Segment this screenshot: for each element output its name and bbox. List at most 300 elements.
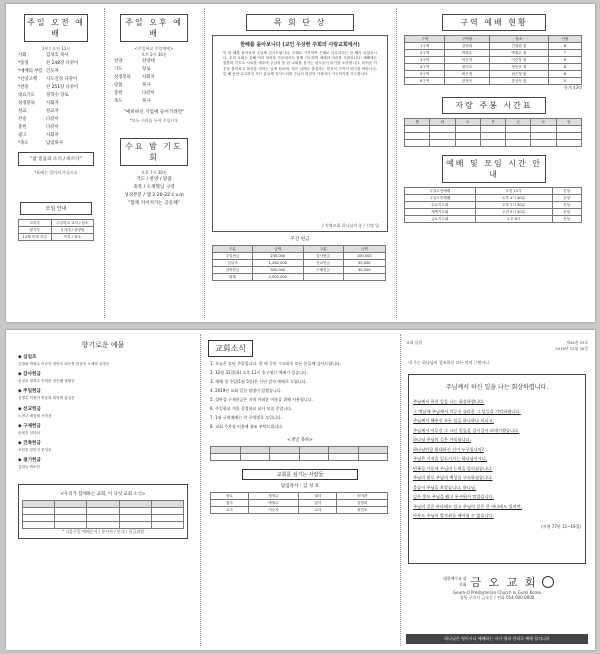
group-cell: 7 (549, 50, 582, 57)
afternoon-worship-order (106, 58, 202, 106)
morning-order-item (18, 52, 94, 60)
staff-cell: 권사 (299, 493, 337, 500)
timetable-cell (506, 133, 531, 140)
schedule-cell: 오후 2시 30분 (475, 195, 552, 202)
church-news-item: 3. 새해 첫 주일(1월 5일)은 신년 감사 예배로 드립니다. (210, 379, 307, 384)
afternoon-order-item (114, 90, 194, 98)
staff-title: 교회를 섬기는 사람들 (242, 469, 358, 480)
morning-order-item-cell: 봉헌 (18, 125, 27, 130)
schedule-row (405, 195, 582, 202)
group-cell: 이순자 집 (489, 57, 548, 64)
timetable-day: 화 (430, 119, 455, 126)
church-address: 경북 구미시 금오동 / 전화 054-000-0000 (459, 595, 535, 600)
morning-order-item-cell: 성경봉독 (18, 101, 35, 106)
morning-worship-meta: 1부 / 오전 11시 (41, 46, 71, 51)
timetable-cell (405, 126, 430, 133)
offering-table (212, 245, 386, 281)
offering-row (213, 267, 386, 274)
group-cell: 한상욱 (445, 78, 489, 85)
offering-section-names: 윤세진 임하나 (18, 430, 40, 435)
group-cell: 최은정 (445, 71, 489, 78)
offering-cell: 30,000 (343, 267, 385, 274)
staff-cell: 장로 (211, 493, 249, 500)
meeting-title: 모임 안내 (20, 202, 92, 215)
morning-order-item-cell: 찬송 (18, 117, 27, 122)
timetable-cell (531, 126, 556, 133)
morning-order-item (18, 108, 94, 116)
cover-date: 2018년 12월 30일 (555, 346, 588, 351)
timetable-cell (430, 140, 455, 147)
morning-order-item-cell: 찬 248장 다같이 (46, 61, 79, 66)
group-row (405, 50, 582, 57)
schedule-row (405, 202, 582, 209)
offering-names-pane (10, 334, 196, 646)
morning-order-item-cell: 김성호 목사 (46, 53, 69, 58)
afternoon-order-item (114, 98, 194, 106)
church-english-name: Geum-O Presbyterian Church in Gumi Korea (453, 590, 541, 595)
group-row (405, 71, 582, 78)
timetable-day: 토 (531, 119, 556, 126)
staff-cell: 교사 (211, 507, 249, 514)
morning-order-item (18, 60, 94, 68)
group-row (405, 78, 582, 85)
group-header-cell: 구역장 (445, 36, 489, 43)
groups-table (404, 35, 582, 85)
church-news-list (202, 359, 398, 431)
cover-scripture-line: 주님의 길은 바다에도 있고 주님의 길은 큰 바다에도 있지만, (413, 503, 523, 509)
morning-order-item-cell: *찬송 (18, 85, 29, 90)
timetable-cell (455, 140, 480, 147)
offering-section-names: 노현주 배상철 서미경 (18, 413, 52, 418)
timetable-cell (405, 140, 430, 147)
group-cell: 이순자 (445, 57, 489, 64)
column-divider (200, 334, 201, 646)
schedule-cell: 주일오후예배 (405, 195, 476, 202)
meeting-cell: 성가대 / 찬양팀 (51, 227, 93, 234)
offering-section-title: ◆ 구제헌금 (18, 423, 41, 429)
morning-worship-title: 주일 오전 예배 (24, 14, 88, 42)
cover-scripture-ref: (시편 77편 11~19절) (541, 523, 581, 529)
timetable-row (405, 140, 582, 147)
schedule-row (405, 216, 582, 223)
timetable-days-row (405, 119, 582, 126)
service-timetable-title: 자랑 주봉 시간표 (442, 97, 546, 114)
birthday-title: <생일 축하> (287, 438, 313, 443)
cover-scripture-box (408, 374, 586, 564)
group-cell: 3구역 (405, 57, 445, 64)
offering-cell: 주일헌금 (213, 253, 253, 260)
afternoon-worship-meta: 오후 2시 30분 (141, 52, 167, 57)
meeting-row (19, 227, 94, 234)
cover-scripture-line: 주님은 기적을 일으키시는 하나님이시니, (413, 456, 488, 461)
timetable-cell (506, 140, 531, 147)
schedule-cell: 금요기도회 (405, 216, 476, 223)
pastor-column-sign: / 지역교회 하나님의 종 / 신명 일 (322, 223, 379, 228)
pastor-column-pane (206, 8, 394, 318)
offering-cell: 50,000 (343, 260, 385, 267)
morning-order-item (18, 68, 94, 76)
group-cell: 1구역 (405, 43, 445, 50)
morning-worship-note: *표에는 일어서 주십시오 (34, 170, 78, 175)
schedule-cell: 새벽기도회 (405, 209, 476, 216)
timetable-row (405, 133, 582, 140)
offering-section-names: 조현우 강민지 문성호 (18, 448, 52, 453)
schedule-cell: 오전 11시 (475, 188, 552, 195)
afternoon-order-item-cell: 장로 (142, 67, 151, 72)
cover-scripture-line: 민족들 가운데 주님의 능력을 알리셨습니다. (413, 465, 493, 471)
church-news-title: 교회소식 (208, 340, 253, 357)
group-cell: 김영희 집 (489, 43, 548, 50)
church-denomination: 대한예수교 장로회 (443, 576, 467, 587)
wednesday-line: "함께 지어져가는 공동체" (128, 201, 180, 206)
offering-cell: 선교헌금 (303, 260, 343, 267)
timetable-cell (531, 140, 556, 147)
morning-order-item (18, 116, 94, 124)
offering-section-names: 김하늘 박소망 (18, 465, 40, 470)
schedule-cell: 본당 (552, 202, 581, 209)
group-cell: 5구역 (405, 71, 445, 78)
schedule-cell: 본당 (552, 195, 581, 202)
morning-order-item-cell: 광고 (18, 133, 27, 138)
offering-cell: 십일조 (213, 260, 253, 267)
offering-row (213, 260, 386, 267)
offering-section-title: ◆ 절기헌금 (18, 458, 41, 464)
sister-church-box (18, 484, 188, 539)
morning-order-item-cell: *예배의 부름 (18, 69, 43, 74)
cover-top-verse: 내 주는 하나님이 창조하신 모든 것의 근원이니 (408, 360, 490, 365)
church-news-item: 2. 12월 31일(화) 오후 11시 송구영신 예배가 있습니다. (210, 370, 309, 375)
meeting-cell: 12월 목자 모임 (19, 234, 52, 241)
cover-scripture-line: 하나님 주님의 길은 거룩합니다. (413, 437, 471, 442)
church-news-item: 4. 2019년 교회 일꾼 임명이 있겠습니다. (210, 388, 282, 393)
cover-scripture-line: 그 옛날에 주님께서 이루신 놀라운 그 일들을 기억하렵니다. (413, 408, 521, 414)
timetable-cell (455, 126, 480, 133)
church-seal-icon (542, 576, 554, 588)
timetable-cell (455, 133, 480, 140)
staff-row (211, 500, 388, 507)
afternoon-note: *모두 거리를 두어 주십시오 (129, 118, 179, 123)
morning-order-item-cell: 사도신경 다같이 (46, 77, 78, 82)
column-divider (400, 334, 401, 646)
offering-cell: 건축헌금 (213, 267, 253, 274)
birthday-table (210, 446, 388, 461)
cover-footer-banner: 하나님은 영이시니 예배하는 자가 영과 진리로 예배 할지니라 (406, 634, 588, 644)
timetable-cell (480, 126, 505, 133)
staff-cell: 박철수 (248, 500, 299, 507)
pastor-column-headline: 한해를 돌아보니다 (교인 우상현 주회의 사랑교회에서) (240, 42, 360, 48)
church-name-block (402, 574, 592, 590)
group-header-cell: 구역 (405, 36, 445, 43)
offering-cell: 2,005,000 (253, 274, 304, 281)
schedule-cell: 본당 (552, 188, 581, 195)
group-cell: 4구역 (405, 64, 445, 71)
morning-order-item (18, 84, 94, 92)
cover-scripture-line: 하나님만큼 위대하신 신이 누구입니까? (413, 446, 484, 452)
meeting-row (19, 220, 94, 227)
morning-order-item-cell: 다같이 (46, 117, 59, 122)
timetable-day: 일 (556, 119, 581, 126)
column-divider (204, 8, 205, 318)
morning-order-item-cell: 인도자 (46, 69, 59, 74)
group-cell: 2구역 (405, 50, 445, 57)
cover-volume: 제44권 53호 (566, 340, 588, 345)
morning-order-item-cell: 사회자 (46, 101, 59, 106)
group-row (405, 64, 582, 71)
schedule-cell: 주일오전예배 (405, 188, 476, 195)
morning-order-item-cell: 설교 (18, 109, 27, 114)
staff-row (211, 493, 388, 500)
schedule-cell: 본당 (552, 209, 581, 216)
afternoon-worship-sub: <주일학교 주일예배> (134, 46, 174, 51)
church-news-item: 6. 주일학교 겨울 성경학교 교사 모집 중입니다. (210, 406, 293, 411)
afternoon-order-item-cell: 성경봉독 (114, 75, 131, 80)
offering-header-cell: 금액 (253, 246, 304, 253)
afternoon-order-item-cell: 목사 (142, 83, 151, 88)
morning-order-item-cell: 사회 (18, 53, 27, 58)
morning-order-item-cell: 정혁수 장로 (46, 93, 69, 98)
offering-title: 주간 헌금 (290, 237, 310, 242)
offering-header-cell: 금액 (343, 246, 385, 253)
afternoon-order-item-cell: 다같이 (142, 91, 155, 96)
wednesday-line: 기도 / 찬양 / 말씀 (136, 177, 172, 182)
church-news-item: 1. 오늘은 송년 주일입니다. 한 해 동안 수고하신 모든 분들께 감사드립니다. (210, 361, 342, 366)
group-cell: 5 (549, 78, 582, 85)
cover-scripture-line: 주님의 팔로 주님의 백성을 구속하셨습니다. (413, 475, 493, 480)
wednesday-meta: 오후 7시 30분 (141, 170, 167, 175)
timetable-day: 금 (506, 119, 531, 126)
morning-order-item (18, 76, 94, 84)
afternoon-order-item-cell: 찬양 (114, 59, 123, 64)
wednesday-prayer-title: 수요 밤 기도회 (120, 138, 188, 166)
group-cell: 6구역 (405, 78, 445, 85)
afternoon-order-item (114, 58, 194, 66)
staff-cell: 집사 (211, 500, 249, 507)
afternoon-verse: "예비하신 기업에 들어가려면" (123, 110, 185, 115)
morning-order-item-cell: 대표기도 (18, 93, 35, 98)
offering-name-sections (10, 354, 196, 470)
offering-cell: 300,000 (253, 267, 304, 274)
group-cell: 9 (549, 57, 582, 64)
meeting-table (18, 219, 94, 241)
group-cell: 6 (549, 64, 582, 71)
sister-church-title: <우리가 함께하는 교회, 이 다섯 교회 소식> (60, 492, 146, 498)
offering-section-names: 김성호 정혁수 송미란 장은혜 권태준 (18, 379, 75, 384)
cover-scripture-line: 주님께서 해주신 모든 일을 하나하나 되뇌고, (413, 418, 494, 423)
morning-order-item (18, 132, 94, 140)
afternoon-order-item-cell: 봉헌 (114, 91, 123, 96)
staff-cell: 이순자 (248, 507, 299, 514)
offering-cell (343, 274, 385, 281)
meeting-cell: 주일학교 교사 / 장소 (51, 220, 93, 227)
schedule-cell: 오전 5시 30분 (475, 209, 552, 216)
schedule-row (405, 188, 582, 195)
timetable-day: 수 (455, 119, 480, 126)
cover-scripture-line: 주님께서 하신 일을 나는 회상하렵니다. (413, 399, 485, 404)
meeting-cell: 봉사부 (19, 227, 52, 234)
offering-cell: 245,000 (253, 253, 304, 260)
schedule-title: 예배 및 모임 시간 안내 (442, 155, 546, 183)
group-cell: 한상욱 집 (489, 78, 548, 85)
offering-section-title: ◆ 건축헌금 (18, 441, 41, 447)
staff-cell: 김영희 (337, 500, 388, 507)
afternoon-order-item-cell: 목사 (142, 99, 151, 104)
timetable-cell (430, 126, 455, 133)
offering-section-names: 김영희 박철수 이순자 정민호 최은정 한상욱 오재혁 유명숙 (18, 362, 110, 366)
staff-cell: 송미란 (337, 493, 388, 500)
offering-cell: 구제헌금 (303, 267, 343, 274)
offering-header (213, 246, 386, 253)
group-row (405, 43, 582, 50)
church-name: 금 오 교 회 (470, 576, 538, 589)
group-header (405, 36, 582, 43)
column-divider (396, 8, 397, 318)
offering-row (213, 253, 386, 260)
offering-row (213, 274, 386, 281)
group-cell: 박철수 (445, 50, 489, 57)
sister-church-table (22, 500, 184, 529)
timetable-cell (405, 133, 430, 140)
offering-section-names: 김명수 이정아 박윤희 최영태 홍길순 (18, 396, 75, 401)
cover-founded: 교회 설립 (406, 340, 422, 345)
group-cell: 최은정 집 (489, 71, 548, 78)
group-cell: 8 (549, 71, 582, 78)
offering-section-title: ◆ 감사헌금 (18, 372, 41, 378)
group-cell: 김영희 (445, 43, 489, 50)
timetable-cell (556, 133, 581, 140)
offering-cell: 100,000 (343, 253, 385, 260)
morning-order-item-cell: 찬 251장 다같이 (46, 85, 79, 90)
church-news-item: 7. 1월 구역예배는 각 구역별로 모입니다. (210, 415, 282, 420)
church-news-pane (202, 334, 398, 646)
group-header-cell: 장소 (489, 36, 548, 43)
morning-order-item-cell: 다같이 (46, 125, 59, 130)
schedule-cell: 본당 (552, 216, 581, 223)
morning-order-item-cell: *축도 (18, 141, 29, 146)
meeting-row (19, 234, 94, 241)
offering-names-title: 향기로운 예물 (81, 341, 125, 349)
morning-worship-pane (10, 8, 102, 318)
schedule-cell: 오후 7시 30분 (475, 202, 552, 209)
pastor-column-title: 목 회 단 상 (246, 14, 354, 31)
timetable-cell (506, 126, 531, 133)
morning-order-item-cell: *송영 (18, 61, 29, 66)
church-news-item: 8. 교회 주차장 이용에 협조 부탁드립니다. (210, 424, 284, 429)
morning-sermon-title: "참 믿음의 소식 / 바르다" (18, 152, 94, 166)
offering-cell: 1,280,000 (253, 260, 304, 267)
offering-header-cell: 구분 (213, 246, 253, 253)
morning-order-item-cell: 사회자 (46, 133, 59, 138)
timetable-cell (556, 140, 581, 147)
morning-order-item-cell: 설교자 (46, 109, 59, 114)
meeting-cell: 교육부 (19, 220, 52, 227)
afternoon-order-item (114, 82, 194, 90)
group-cell: 정민호 집 (489, 64, 548, 71)
bulletin-outer-sheet (6, 330, 595, 650)
schedule-row (405, 209, 582, 216)
cover-headline: 주님께서 하신 일을 나는 회상하렵니다. (445, 384, 549, 391)
offering-cell: 감사헌금 (303, 253, 343, 260)
afternoon-order-item-cell: 기도 (114, 67, 123, 72)
staff-cell: 정혁수 (248, 493, 299, 500)
staff-cell: 교사 (299, 507, 337, 514)
offering-cell: 합계 (213, 274, 253, 281)
staff-sub: 담임목사 : 김 성 호 (280, 484, 320, 489)
cover-scripture-line: 주님께서 이루신 그 크신 일들을 깊이깊이 되새기겠습니다. (413, 427, 520, 433)
bulletin-inner-sheet (6, 4, 595, 322)
afternoon-worship-pane (106, 8, 202, 318)
afternoon-worship-title: 주일 오후 예배 (120, 14, 188, 42)
timetable-day: 월 (405, 119, 430, 126)
cover-scripture-lines (413, 397, 581, 521)
offering-header-cell: 구분 (303, 246, 343, 253)
group-row (405, 57, 582, 64)
offering-section-title: ◆ 십일조 (18, 355, 37, 360)
timetable-cell (430, 133, 455, 140)
afternoon-order-item (114, 74, 194, 82)
morning-order-item-cell: 담임목사 (46, 141, 63, 146)
afternoon-order-item-cell: 찬양대 (142, 59, 155, 64)
cover-pane (402, 334, 592, 646)
morning-order-item (18, 140, 94, 148)
wednesday-order (106, 176, 202, 208)
church-news-item: 5. 성탄절 구제헌금은 지역 어려운 이웃을 위해 사용됩니다. (210, 397, 313, 402)
cover-scripture-line: 깊은 물도 주님을 뵙고 무서워서 떨었습니다. (413, 494, 494, 499)
cover-scripture-line: 물들이 주님을 보았습니다, 하나님. (413, 484, 477, 490)
timetable-cell (531, 133, 556, 140)
staff-row (211, 507, 388, 514)
morning-worship-order (10, 52, 102, 148)
timetable-day: 목 (480, 119, 505, 126)
pastor-column-body: 이 한 해를 돌아보며 주님께 감사드립니다. 은혜로 시작하여 은혜로 마무리하는 한 해가 되었습니다. 우리 교회는 올해 여러 어려움 가운데서도 함께 기도하며 예배의 자리를 지켰습니다. 새해에도 말씀과 기도로 서로를 세우며 주님의 몸 된 교회를 섬기는 성도들이 되기를 소망합니다. 어려운 이웃을 돌아보고 복음을 전하는 일에 힘쓰며, 작은 일에도 충성하는 믿음의 가족이 되기를 바랍니다. 한 해 동안 수고하신 모든 분들께 감사드리며 주님의 평강이 가정마다 가득하기를 기도합니다. (223, 51, 377, 76)
afternoon-order-item-cell: 축도 (114, 99, 123, 104)
meeting-cell: 목자 / 장소 (51, 234, 93, 241)
pastor-column-box (212, 35, 388, 232)
groups-title: 구역 예배 현황 (442, 14, 546, 31)
groups-pane (398, 8, 590, 318)
cover-scripture-line: 아무도 주님의 발자취를 헤아릴 수 없습니다. (413, 513, 494, 518)
schedule-cell: 오후 8시 (475, 216, 552, 223)
group-cell: 박철수 집 (489, 50, 548, 57)
morning-order-item (18, 100, 94, 108)
column-divider (104, 8, 105, 318)
offering-cell (303, 274, 343, 281)
group-cell: 정민호 (445, 64, 489, 71)
morning-order-item-cell: *신앙고백 (18, 77, 38, 82)
afternoon-order-item (114, 66, 194, 74)
groups-total: 합계 43명 (564, 85, 582, 90)
timetable-cell (480, 140, 505, 147)
staff-table (210, 492, 388, 514)
wednesday-line: 성경본문 / 엡 2:20-22 c.v.m (124, 193, 184, 198)
offering-section-title: ◆ 선교헌금 (18, 406, 41, 412)
staff-cell: 정민호 (337, 507, 388, 514)
schedule-cell: 수요기도회 (405, 202, 476, 209)
schedule-table (404, 187, 582, 223)
timetable-cell (556, 126, 581, 133)
staff-cell: 집사 (299, 500, 337, 507)
group-cell: 8 (549, 43, 582, 50)
afternoon-order-item-cell: 사회자 (142, 75, 155, 80)
timetable-row (405, 126, 582, 133)
morning-order-item (18, 92, 94, 100)
afternoon-order-item-cell: 말씀 (114, 83, 123, 88)
group-header-cell: 인원 (549, 36, 582, 43)
service-timetable (404, 118, 582, 147)
offering-section-title: ◆ 주일헌금 (18, 389, 41, 395)
timetable-cell (480, 133, 505, 140)
morning-order-item (18, 124, 94, 132)
wednesday-line: 축복 / 오재혁님 구역 (133, 185, 175, 190)
